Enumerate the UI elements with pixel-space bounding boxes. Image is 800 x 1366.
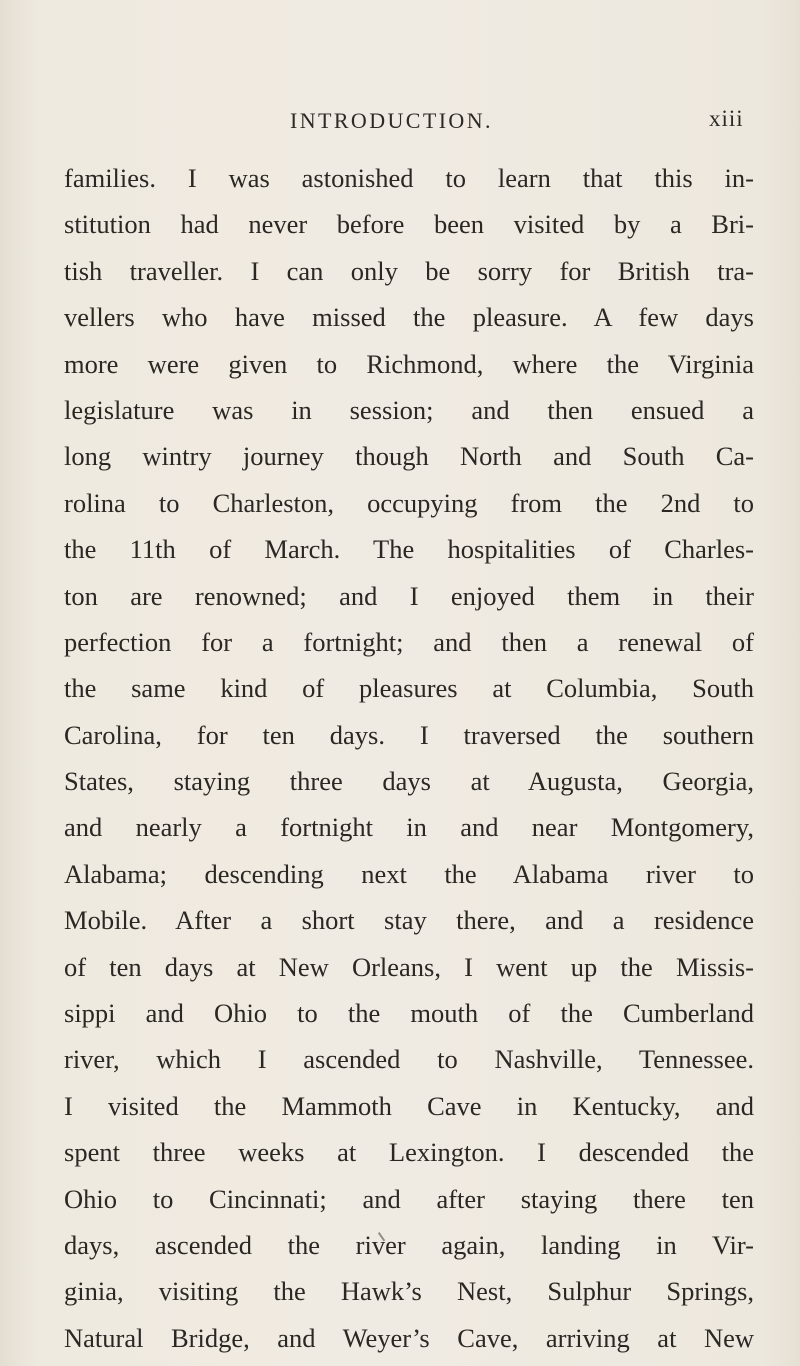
running-head-title: INTRODUCTION. (290, 108, 493, 133)
body-text (64, 155, 754, 1361)
text-line: States, staying three days at Augusta, Georgia, (64, 766, 754, 797)
text-line: ginia, visiting the Hawk’s Nest, Sulphur Springs, (64, 1276, 754, 1307)
text-line: the 11th of March. The hospitalities of Charles- (64, 534, 754, 565)
page-number: xiii (709, 106, 744, 131)
text-line: the same kind of pleasures at Columbia, South (64, 673, 754, 704)
text-line: legislature was in session; and then ensued a (64, 394, 754, 425)
text-line: and nearly a fortnight in and near Montgomery, (64, 812, 754, 843)
text-line: rolina to Charleston, occupying from the 2nd to (64, 487, 754, 518)
text-line: Mobile. After a short stay there, and a residence (64, 905, 754, 936)
text-line: Ohio to Cincinnati; and after staying there ten (64, 1183, 754, 1214)
text-line: stitution had never before been visited by a Bri- (64, 209, 754, 240)
text-line: more were given to Richmond, where the Virginia (64, 348, 754, 379)
text-line: Carolina, for ten days. I traversed the southern (64, 719, 754, 750)
text-line: Natural Bridge, and Weyer’s Cave, arriving at New (64, 1322, 754, 1353)
text-line: tish traveller. I can only be sorry for British tra- (64, 255, 754, 286)
text-line: of ten days at New Orleans, I went up the Missis- (64, 951, 754, 982)
text-line: vellers who have missed the pleasure. A few days (64, 302, 754, 333)
text-line: river, which I ascended to Nashville, Tennessee. (64, 1044, 754, 1075)
text-line: families. I was astonished to learn that this in- (64, 163, 754, 193)
text-line: perfection for a fortnight; and then a renewal of (64, 626, 754, 657)
text-line: I visited the Mammoth Cave in Kentucky, and (64, 1090, 754, 1121)
text-line: spent three weeks at Lexington. I descended the (64, 1137, 754, 1168)
text-line: days, ascended the river again, landing in Vir- (64, 1229, 754, 1260)
text-line: ton are renowned; and I enjoyed them in their (64, 580, 754, 611)
text-line: long wintry journey though North and South Ca- (64, 441, 754, 472)
text-line: Alabama; descending next the Alabama river to (64, 858, 754, 889)
running-head (0, 104, 800, 144)
text-line: sippi and Ohio to the mouth of the Cumberland (64, 998, 754, 1029)
